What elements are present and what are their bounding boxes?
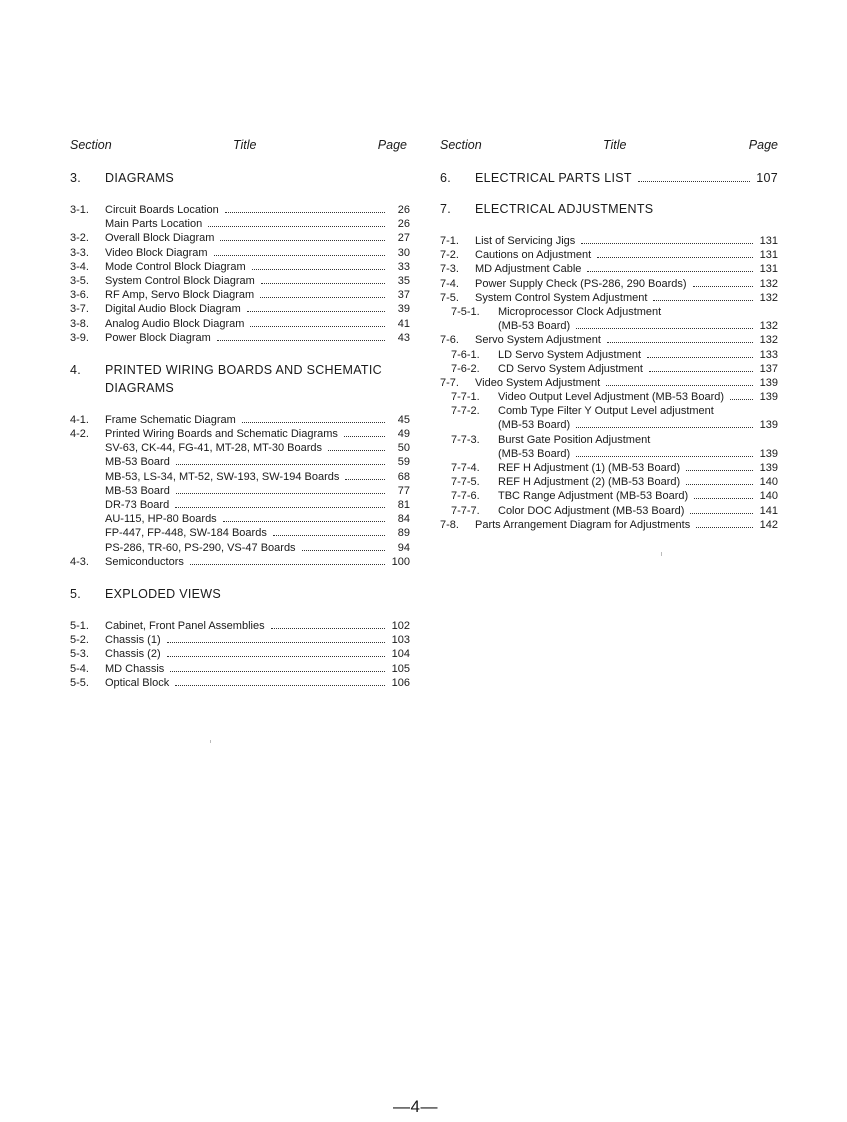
toc-entry[interactable]: 4-3. Semiconductors 100: [70, 555, 410, 568]
toc-entry-continued[interactable]: (MB-53 Board) 139: [498, 447, 778, 460]
page-number: —4—: [393, 1097, 438, 1116]
toc-entry[interactable]: 5-2. Chassis (1) 103: [70, 634, 410, 647]
header-title: Title: [233, 138, 257, 152]
toc-entry[interactable]: 7-7-4. REF H Adjustment (1) (MB-53 Board) 139: [451, 462, 778, 474]
toc-entry[interactable]: 7-2. Cautions on Adjustment 131: [440, 249, 778, 262]
toc-entry[interactable]: 3-4. Mode Control Block Diagram 33: [70, 260, 410, 273]
header-title: Title: [603, 138, 627, 152]
toc-entry[interactable]: 3-2. Overall Block Diagram 27: [70, 232, 410, 245]
chapter-heading[interactable]: 7. ELECTRICAL ADJUSTMENTS: [440, 202, 654, 216]
toc-entry[interactable]: 7-8. Parts Arrangement Diagram for Adjustments 142: [440, 518, 778, 531]
header-page: Page: [748, 138, 778, 152]
toc-entry[interactable]: 5-1. Cabinet, Front Panel Assemblies 102: [70, 619, 410, 632]
toc-entry[interactable]: 4-1. Frame Schematic Diagram 45: [70, 413, 410, 426]
toc-entry[interactable]: 3-8. Analog Audio Block Diagram 41: [70, 317, 410, 330]
column-header: [440, 138, 778, 156]
toc-entry[interactable]: 7-4. Power Supply Check (PS-286, 290 Boards) 132: [440, 277, 778, 290]
toc-entry[interactable]: 7-7-5. REF H Adjustment (2) (MB-53 Board) 140: [451, 476, 778, 489]
toc-entry[interactable]: 7-3. MD Adjustment Cable 131: [440, 263, 778, 276]
toc-entry[interactable]: 7-7. Video System Adjustment 139: [440, 376, 778, 389]
toc-left-column: [70, 138, 410, 690]
toc-entry[interactable]: 3-6. RF Amp, Servo Block Diagram 37: [70, 289, 410, 302]
toc-entry[interactable]: 7-5. System Control System Adjustment 132: [440, 291, 778, 304]
header-page: Page: [377, 138, 407, 152]
toc-entry[interactable]: 7-7-7. Color DOC Adjustment (MB-53 Board) 141: [451, 504, 778, 517]
chapter-heading[interactable]: 5. EXPLODED VIEWS: [70, 586, 222, 601]
toc-entry[interactable]: 3-9. Power Block Diagram 43: [70, 331, 410, 344]
toc-entry[interactable]: FP-447, FP-448, SW-184 Boards 89: [105, 527, 410, 540]
toc-entry[interactable]: 3-7. Digital Audio Block Diagram 39: [70, 303, 410, 316]
toc-entry-continued[interactable]: (MB-53 Board) 132: [498, 320, 778, 333]
toc-entry[interactable]: SV-63, CK-44, FG-41, MT-28, MT-30 Boards 50: [105, 442, 410, 455]
column-header: [70, 138, 410, 156]
toc-entry-continued[interactable]: (MB-53 Board) 139: [498, 419, 778, 432]
toc-entry[interactable]: MB-53 Board 59: [105, 456, 410, 469]
toc-entry[interactable]: 5-5. Optical Block 106: [70, 676, 410, 689]
toc-entry[interactable]: 7-6-1. LD Servo System Adjustment 133: [451, 348, 778, 361]
toc-entry[interactable]: 7-6. Servo System Adjustment 132: [440, 334, 778, 347]
toc-entry[interactable]: 5-3. Chassis (2) 104: [70, 648, 410, 661]
toc-entry[interactable]: Main Parts Location 26: [105, 218, 410, 231]
toc-entry[interactable]: 4-2. Printed Wiring Boards and Schematic Diagrams 49: [70, 428, 410, 441]
toc-entry[interactable]: 7-7-2. Comb Type Filter Y Output Level adjustment: [451, 405, 714, 418]
toc-entry[interactable]: 7-6-2. CD Servo System Adjustment 137: [451, 362, 778, 375]
toc-entry[interactable]: 7-1. List of Servicing Jigs 131: [440, 235, 778, 247]
toc-entry[interactable]: DR-73 Board 81: [105, 499, 410, 511]
chapter-heading[interactable]: 3. DIAGRAMS: [70, 171, 175, 185]
toc-entry[interactable]: 7-5-1. Microprocessor Clock Adjustment: [451, 305, 662, 318]
toc-entry[interactable]: 3-5. System Control Block Diagram 35: [70, 274, 410, 287]
toc-entry[interactable]: 3-1. Circuit Boards Location 26: [70, 204, 410, 216]
header-section: Section: [70, 138, 112, 152]
toc-entry[interactable]: 7-7-1. Video Output Level Adjustment (MB-53 Board) 139: [451, 391, 778, 404]
toc-entry[interactable]: 3-3. Video Block Diagram 30: [70, 246, 410, 259]
toc-entry[interactable]: PS-286, TR-60, PS-290, VS-47 Boards 94: [105, 541, 410, 554]
scan-speck: [661, 552, 662, 556]
toc-entry[interactable]: 5-4. MD Chassis 105: [70, 662, 410, 675]
header-section: Section: [440, 138, 482, 152]
toc-entry[interactable]: AU-115, HP-80 Boards 84: [105, 513, 410, 526]
chapter-heading[interactable]: 4. PRINTED WIRING BOARDS AND SCHEMATIC DIAGRAMS: [70, 362, 382, 395]
toc-entry[interactable]: 7-7-6. TBC Range Adjustment (MB-53 Board) 140: [451, 490, 778, 503]
chapter-heading[interactable]: 6. ELECTRICAL PARTS LIST 107: [440, 171, 778, 185]
toc-right-column: [440, 138, 778, 532]
toc-entry[interactable]: 7-7-3. Burst Gate Position Adjustment: [451, 433, 651, 446]
toc-entry[interactable]: MB-53 Board 77: [105, 484, 410, 497]
toc-entry[interactable]: MB-53, LS-34, MT-52, SW-193, SW-194 Boards 68: [105, 470, 410, 483]
scan-speck: [210, 740, 211, 743]
